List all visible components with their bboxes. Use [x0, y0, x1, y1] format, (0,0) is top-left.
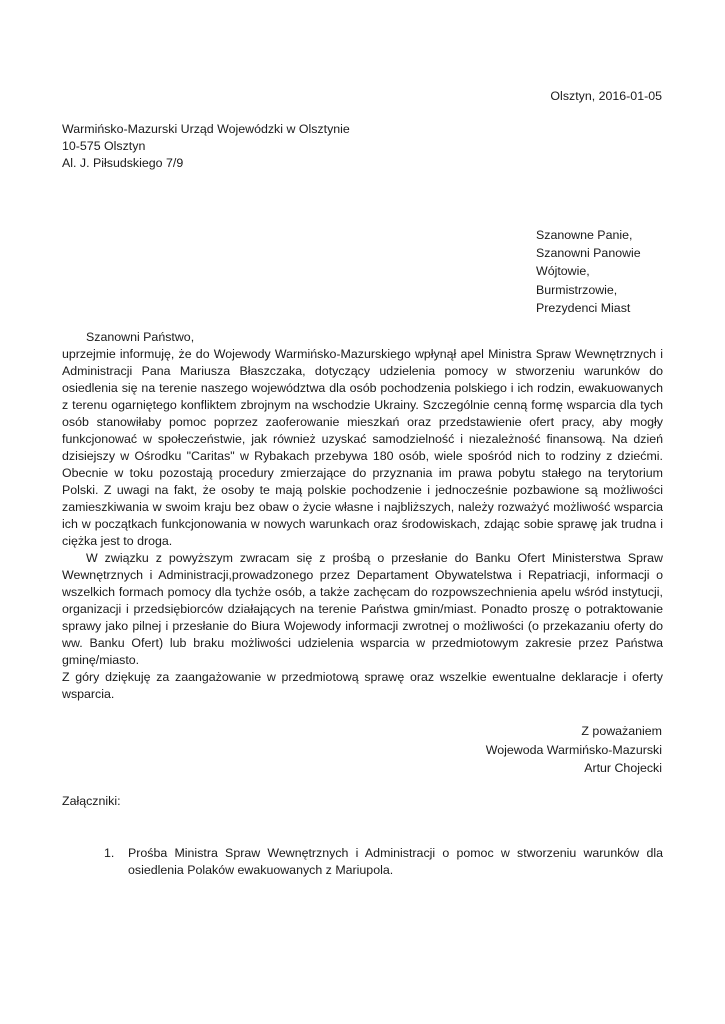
recipient-line: Szanowni Panowie: [536, 246, 641, 261]
attachment-text: Prośba Ministra Spraw Wewnętrznych i Administracji o pomoc w stworzeniu warunków dla osiedlenia Polaków ewakuowanych z Mariupola.: [128, 846, 663, 877]
body-paragraph-1: uprzejmie informuję, że do Wojewody Warmińsko-Mazurskiego wpłynął apel Ministra Spraw Wewnętrznych i Administracji Pana Mariusza Błaszczaka, dotyczący udzielenia pomocy w stworzeniu warunków do osiedlenia się na terenie naszego województwa dla osób pochodzenia polskiego i ich rodzin, ewakuowanych z terenu ogarniętego konfliktem zbrojnym na wschodzie Ukrainy. Szczególnie cenną formę wsparcia dla tych osób stanowiłaby pomoc poprzez zaoferowanie mieszkań oraz przedstawienie ofert pracy, aby mogły funkcjonować w społeczeństwie, jak również uzyskać samodzielność i niezależność finansową. Na dzień dzisiejszy w Ośrodku "Caritas" w Rybakach przebywa 180 osób, wiele spośród nich to rodziny z dziećmi. Obecnie w toku pozostają procedury zmierzające do przyznania im prawa pobytu stałego na terytorium Polski. Z uwagi na fakt, że osoby te mają polskie pochodzenie i jednocześnie pozbawione są możliwości zamieszkiwania w swoim kraju bez obaw o życie własne i najbliższych, należy rozważyć możliwość wsparcia ich w początkach funkcjonowania w nowych warunkach oraz środowiskach, zdając sobie sprawę jak trudna i ciężka jest to droga.: [62, 347, 663, 548]
body-paragraph-2: W związku z powyższym zwracam się z prośbą o przesłanie do Banku Ofert Ministerstwa Spraw Wewnętrznych i Administracji,prowadzonego przez Departament Obywatelstwa i Repatriacji, informacji o wszelkich formach pomocy dla tychże osób, a także zachęcam do rozpowszechnienia apelu wśród instytucji, organizacji i przedsiębiorców działających na terenie Państwa gmin/miast. Ponadto proszę o potraktowanie sprawy jako pilnej i przesłanie do Biura Wojewody informacji zwrotnej o możliwości (o przekazaniu oferty do ww. Banku Ofert) lub braku możliwości udzielenia wsparcia w przedmiotowym zakresie przez Państwa gminę/miasto.: [62, 551, 663, 667]
recipient-line: Prezydenci Miast: [536, 300, 631, 315]
recipient-line: Szanowne Panie,: [536, 228, 633, 242]
signature-block: [486, 722, 662, 778]
signature-closing: Z poważaniem: [581, 724, 662, 738]
address-line-postal: 10-575 Olsztyn: [62, 139, 146, 153]
body-paragraph-3: Z góry dziękuję za zaangażowanie w przedmiotową sprawę oraz wszelkie ewentualne deklaracje i oferty wsparcia.: [62, 670, 663, 701]
signature-title: Wojewoda Warmińsko-Mazurski: [485, 742, 662, 757]
letter-body: [62, 329, 663, 703]
attachments-list: [104, 845, 663, 879]
signature-name: Artur Chojecki: [584, 761, 662, 775]
sender-address: [62, 121, 350, 172]
salutation: Szanowni Państwo,: [86, 330, 195, 344]
attachments-label: Załączniki:: [62, 794, 121, 808]
place-date: Olsztyn, 2016-01-05: [550, 89, 662, 103]
recipient-line: Wójtowie,: [536, 264, 590, 279]
address-line-street: Al. J. Piłsudskiego 7/9: [62, 156, 184, 170]
recipient-line: Burmistrzowie,: [536, 282, 618, 297]
recipients-block: [536, 226, 641, 317]
attachment-number: 1.: [104, 846, 115, 860]
attachment-item: [104, 845, 663, 879]
address-line-office: Warmińsko-Mazurski Urząd Wojewódzki w Olsztynie: [62, 122, 350, 136]
